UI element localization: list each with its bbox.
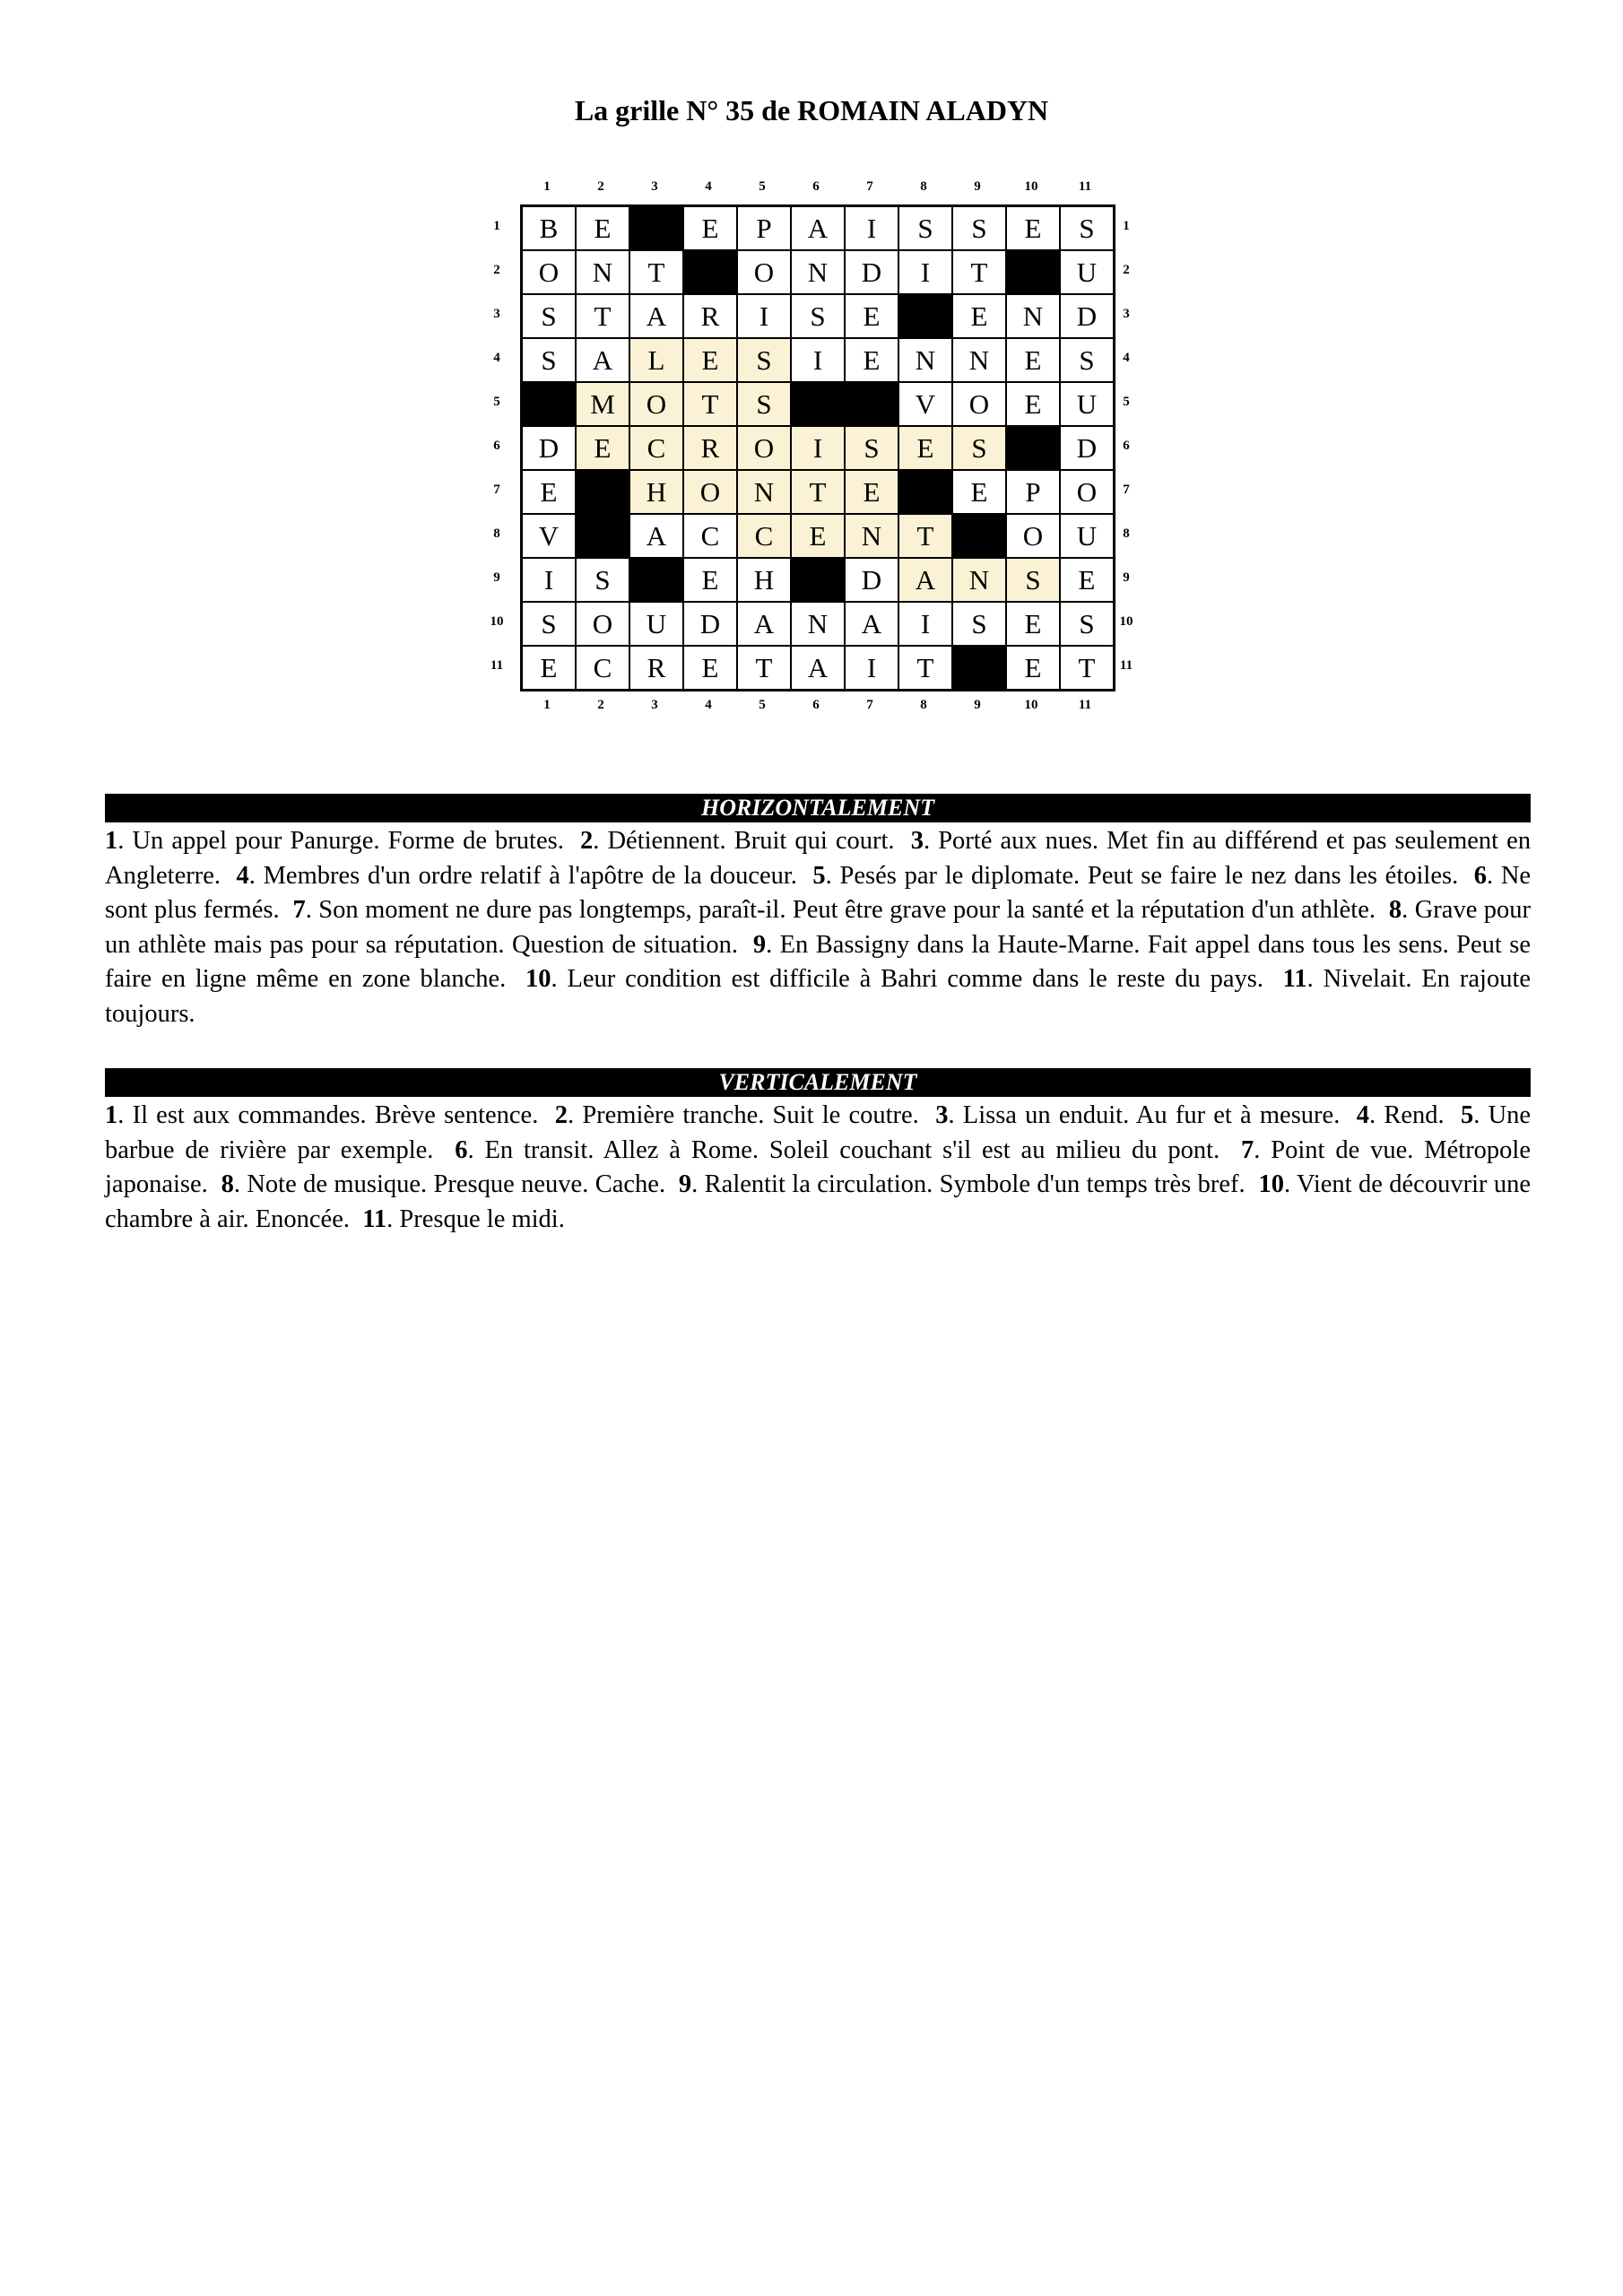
grid-cell: A [845, 602, 898, 646]
grid-cell: O [683, 470, 737, 514]
grid-cell: D [1060, 294, 1114, 338]
grid-cell: T [1060, 646, 1114, 690]
grid-cell: E [683, 338, 737, 382]
clue-text: Ne sont plus fermés. [105, 861, 1532, 924]
row-number: 8 [493, 526, 500, 541]
row-number: 5 [493, 395, 500, 409]
grid-cell: N [952, 338, 1006, 382]
row-number: 5 [1123, 395, 1130, 409]
clue-text: Il est aux commandes. Brève sentence. [132, 1101, 539, 1129]
grid-cell: S [522, 294, 576, 338]
grid-cell: H [629, 470, 683, 514]
grid-cell: S [1060, 602, 1114, 646]
black-cell [791, 382, 845, 426]
vertical-heading: VERTICALEMENT [105, 1068, 1531, 1097]
grid-cell: T [898, 646, 952, 690]
grid-cell: E [683, 558, 737, 602]
grid-cell: N [952, 558, 1006, 602]
black-cell [898, 294, 952, 338]
grid-cell: E [683, 646, 737, 690]
clue-text: Ralentit la circulation. Symbole d'un temps très bref. [704, 1170, 1245, 1198]
column-number: 10 [1024, 179, 1038, 194]
page-title: La grille N° 35 de ROMAIN ALADYN [574, 94, 1049, 126]
black-cell [1006, 250, 1060, 294]
grid-cell: S [576, 558, 629, 602]
grid-cell: I [791, 426, 845, 470]
grid-cell: A [898, 558, 952, 602]
black-cell [522, 382, 576, 426]
grid-cell: A [791, 646, 845, 690]
row-number: 6 [1123, 439, 1130, 453]
grid-cell: R [683, 426, 737, 470]
row-number: 1 [1123, 219, 1130, 233]
clue-text: En transit. Allez à Rome. Soleil couchant s'il est au milieu du pont. [484, 1135, 1220, 1164]
grid-cell: D [1060, 426, 1114, 470]
black-cell [952, 514, 1006, 558]
column-number: 3 [651, 698, 658, 712]
grid-cell: E [1006, 382, 1060, 426]
clue-number: 11 [1282, 965, 1307, 993]
row-number: 4 [493, 351, 500, 365]
grid-cell: T [791, 470, 845, 514]
grid-cell: C [576, 646, 629, 690]
column-number: 3 [651, 179, 658, 194]
grid-cell: N [1006, 294, 1060, 338]
grid-cell: H [737, 558, 791, 602]
clue-number: 2 [554, 1101, 568, 1129]
row-number: 7 [1123, 483, 1130, 497]
clue-number: 8 [221, 1170, 234, 1198]
clue-text: Grave pour un athlète mais pas pour sa réputation. Question de situation. [105, 896, 1532, 959]
clue-text: Une barbue de rivière par exemple. [105, 1101, 1532, 1164]
grid-cell: N [791, 250, 845, 294]
grid-cell: S [791, 294, 845, 338]
grid-cell: O [1006, 514, 1060, 558]
grid-cell: B [522, 206, 576, 250]
clue-number: 3 [935, 1101, 949, 1129]
grid-cell: D [845, 558, 898, 602]
horizontal-section [105, 794, 1531, 1031]
crossword-grid [520, 204, 1115, 691]
row-number: 4 [1123, 351, 1130, 365]
column-number: 11 [1078, 179, 1092, 194]
clue-number: 4 [236, 861, 249, 890]
horizontal-clues: 1. Un appel pour Panurge. Forme de brutes. 2. Détiennent. Bruit qui court. 3. Porté aux nues. Met fin au différend et pas seulement en Angleterre. 4. Membres d'un ordre relatif à l'apôtre de la douceur. 5. Pesés par le diplomate. Peut se faire le nez dans les étoiles. 6. Ne sont plus fermés. 7. Son moment ne dure pas longtemps, paraît-il. Peut être grave pour la santé et la réputation d'un athlète. 8. Grave pour un athlète mais pas pour sa réputation. Question de situation. 9. En Bassigny dans la Haute-Marne. Fait appel dans tous les sens. Peut se faire en ligne même en zone blanche. 10. Leur condition est difficile à Bahri comme dans le reste du pays. 11. Nivelait. En rajoute toujours. [105, 827, 1532, 1028]
column-number: 6 [812, 698, 820, 712]
grid-cell: U [1060, 382, 1114, 426]
crossword-area [466, 170, 1157, 726]
grid-cell: O [737, 250, 791, 294]
clue-number: 10 [1258, 1170, 1284, 1198]
column-number: 9 [974, 698, 981, 712]
column-number: 1 [543, 698, 551, 712]
clue-number: 5 [812, 861, 826, 890]
grid-cell: I [845, 646, 898, 690]
grid-cell: V [898, 382, 952, 426]
clue-number: 7 [292, 896, 306, 924]
grid-cell: T [952, 250, 1006, 294]
grid-cell: E [898, 426, 952, 470]
grid-cell: O [576, 602, 629, 646]
column-numbers-top [520, 179, 1112, 195]
grid-cell: R [629, 646, 683, 690]
column-number: 4 [705, 179, 712, 194]
grid-cell: D [683, 602, 737, 646]
grid-cell: N [845, 514, 898, 558]
grid-cell: I [737, 294, 791, 338]
row-number: 6 [493, 439, 500, 453]
row-number: 8 [1123, 526, 1130, 541]
grid-cell: L [629, 338, 683, 382]
grid-cell: E [845, 294, 898, 338]
clue-text: Détiennent. Bruit qui court. [607, 827, 895, 855]
column-number: 1 [543, 179, 551, 194]
row-number: 7 [493, 483, 500, 497]
grid-cell: O [952, 382, 1006, 426]
grid-cell: A [629, 294, 683, 338]
grid-cell: P [737, 206, 791, 250]
clue-text: Presque le midi. [399, 1205, 565, 1233]
grid-cell: E [1006, 206, 1060, 250]
grid-cell: M [576, 382, 629, 426]
clue-number: 1 [105, 1101, 118, 1129]
grid-cell: I [845, 206, 898, 250]
grid-cell: E [1006, 602, 1060, 646]
clue-text: Lissa un enduit. Au fur et à mesure. [962, 1101, 1341, 1129]
row-number: 10 [1119, 614, 1133, 629]
column-number: 4 [705, 698, 712, 712]
grid-cell: T [737, 646, 791, 690]
grid-cell: S [522, 338, 576, 382]
grid-cell: I [522, 558, 576, 602]
grid-cell: O [1060, 470, 1114, 514]
clue-number: 8 [1388, 896, 1402, 924]
grid-cell: O [522, 250, 576, 294]
black-cell [576, 514, 629, 558]
grid-cell: A [576, 338, 629, 382]
grid-cell: N [737, 470, 791, 514]
row-number: 2 [493, 263, 500, 277]
clue-number: 9 [752, 930, 767, 959]
clue-text: Vient de découvrir une chambre à air. Enoncée. [105, 1170, 1532, 1233]
grid-cell: T [898, 514, 952, 558]
clue-text: Rend. [1384, 1101, 1445, 1129]
black-cell [629, 206, 683, 250]
grid-cell: S [1060, 206, 1114, 250]
column-number: 2 [597, 698, 604, 712]
grid-cell: E [522, 646, 576, 690]
grid-cell: C [629, 426, 683, 470]
grid-cell: C [683, 514, 737, 558]
row-numbers-right [1108, 204, 1144, 688]
clue-text: Note de musique. Presque neuve. Cache. [247, 1170, 666, 1198]
grid-cell: O [629, 382, 683, 426]
clue-text: Leur condition est difficile à Bahri comme dans le reste du pays. [567, 965, 1263, 993]
column-numbers-bottom [520, 698, 1112, 713]
clue-text: Nivelait. En rajoute toujours. [105, 965, 1532, 1028]
clue-number: 2 [580, 827, 594, 855]
grid-cell: E [522, 470, 576, 514]
grid-cell: E [845, 470, 898, 514]
grid-cell: A [737, 602, 791, 646]
grid-cell: V [522, 514, 576, 558]
grid-cell: U [629, 602, 683, 646]
clue-number: 7 [1241, 1135, 1254, 1164]
grid-cell: A [791, 206, 845, 250]
grid-cell: C [737, 514, 791, 558]
grid-cell: S [737, 338, 791, 382]
column-number: 7 [866, 179, 873, 194]
black-cell [576, 470, 629, 514]
clue-text: Un appel pour Panurge. Forme de brutes. [132, 827, 564, 855]
grid-cell: S [737, 382, 791, 426]
grid-cell: R [683, 294, 737, 338]
black-cell [898, 470, 952, 514]
row-number: 2 [1123, 263, 1130, 277]
grid-cell: D [522, 426, 576, 470]
row-number: 9 [493, 570, 500, 585]
row-number: 11 [1119, 658, 1133, 673]
clue-text: Porté aux nues. Met fin au différend et pas seulement en Angleterre. [105, 827, 1532, 890]
horizontal-heading: HORIZONTALEMENT [105, 794, 1531, 822]
clue-number: 1 [105, 827, 118, 855]
grid-cell: S [952, 602, 1006, 646]
column-number: 2 [597, 179, 604, 194]
clue-text: Première tranche. Suit le coutre. [582, 1101, 919, 1129]
black-cell [1006, 426, 1060, 470]
grid-cell: S [952, 206, 1006, 250]
grid-cell: E [952, 470, 1006, 514]
grid-cell: D [845, 250, 898, 294]
column-number: 6 [812, 179, 820, 194]
grid-cell: E [576, 206, 629, 250]
grid-cell: O [737, 426, 791, 470]
grid-cell: E [845, 338, 898, 382]
clue-number: 4 [1356, 1101, 1369, 1129]
column-number: 8 [920, 698, 927, 712]
grid-cell: E [952, 294, 1006, 338]
column-number: 10 [1024, 698, 1038, 712]
grid-cell: N [576, 250, 629, 294]
column-number: 5 [759, 698, 766, 712]
row-number: 10 [490, 614, 504, 629]
grid-cell: E [576, 426, 629, 470]
clue-text: Pesés par le diplomate. Peut se faire le nez dans les étoiles. [839, 861, 1459, 890]
grid-cell: U [1060, 250, 1114, 294]
grid-cell: S [522, 602, 576, 646]
grid-cell: T [683, 382, 737, 426]
clue-text: Membres d'un ordre relatif à l'apôtre de la douceur. [263, 861, 797, 890]
clue-number: 3 [910, 827, 924, 855]
column-number: 8 [920, 179, 927, 194]
grid-cell: S [952, 426, 1006, 470]
black-cell [791, 558, 845, 602]
grid-cell: T [576, 294, 629, 338]
grid-cell: S [1060, 338, 1114, 382]
grid-cell: N [791, 602, 845, 646]
clue-text: Son moment ne dure pas longtemps, paraît-il. Peut être grave pour la santé et la réputation d'un athlète. [318, 896, 1376, 924]
column-number: 9 [974, 179, 981, 194]
grid-cell: P [1006, 470, 1060, 514]
vertical-clues: 1. Il est aux commandes. Brève sentence. 2. Première tranche. Suit le coutre. 3. Lissa un enduit. Au fur et à mesure. 4. Rend. 5. Une barbue de rivière par exemple. 6. En transit. Allez à Rome. Soleil couchant s'il est au milieu du pont. 7. Point de vue. Métropole japonaise. 8. Note de musique. Presque neuve. Cache. 9. Ralentit la circulation. Symbole d'un temps très bref. 10. Vient de découvrir une chambre à air. Enoncée. 11. Presque le midi. [105, 1101, 1532, 1233]
clue-number: 10 [525, 965, 551, 993]
column-number: 11 [1078, 698, 1092, 712]
column-number: 7 [866, 698, 873, 712]
grid-cell: E [683, 206, 737, 250]
grid-cell: I [791, 338, 845, 382]
grid-cell: I [898, 250, 952, 294]
grid-cell: S [898, 206, 952, 250]
row-number: 3 [493, 307, 500, 321]
row-number: 9 [1123, 570, 1130, 585]
row-numbers-left [479, 204, 515, 688]
column-number: 5 [759, 179, 766, 194]
row-number: 11 [490, 658, 504, 673]
grid-cell: E [1060, 558, 1114, 602]
grid-cell: S [1006, 558, 1060, 602]
black-cell [683, 250, 737, 294]
grid-cell: S [845, 426, 898, 470]
grid-cell: E [791, 514, 845, 558]
row-number: 3 [1123, 307, 1130, 321]
grid-cell: A [629, 514, 683, 558]
black-cell [629, 558, 683, 602]
vertical-section [105, 1068, 1531, 1237]
grid-cell: E [1006, 338, 1060, 382]
grid-cell: E [1006, 646, 1060, 690]
black-cell [845, 382, 898, 426]
grid-cell: U [1060, 514, 1114, 558]
grid-cell: I [898, 602, 952, 646]
clue-number: 6 [1473, 861, 1487, 890]
clue-number: 6 [455, 1135, 468, 1164]
clue-text: En Bassigny dans la Haute-Marne. Fait appel dans tous les sens. Peut se faire en ligne même en zone blanche. [105, 930, 1531, 993]
grid-cell: T [629, 250, 683, 294]
row-number: 1 [493, 219, 500, 233]
grid-cell: N [898, 338, 952, 382]
clue-number: 5 [1461, 1101, 1474, 1129]
clue-number: 11 [362, 1205, 387, 1233]
clue-text: Point de vue. Métropole japonaise. [105, 1135, 1532, 1198]
black-cell [952, 646, 1006, 690]
clue-number: 9 [678, 1170, 692, 1198]
